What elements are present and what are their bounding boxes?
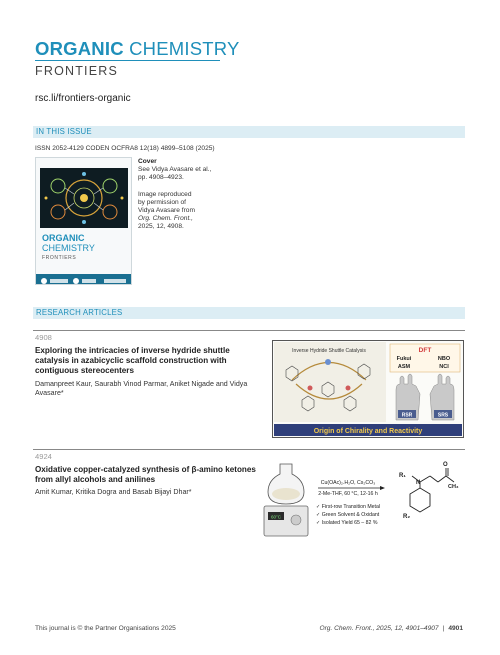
ga2-check-1: ✓ First-row Transition Metal bbox=[316, 504, 381, 510]
graphical-abstract-2[interactable] bbox=[262, 456, 462, 546]
ga1-label-srs: SRS bbox=[437, 412, 449, 419]
article-title[interactable]: Oxidative copper-catalyzed synthesis of β-amino ketones from allyl alcohols and anilines bbox=[35, 465, 256, 484]
cover-label: Cover bbox=[138, 158, 157, 165]
journal-title: ORGANIC CHEMISTRY bbox=[35, 38, 240, 59]
masthead-rule bbox=[35, 60, 220, 61]
cover-title-3: FRONTIERS bbox=[42, 255, 77, 261]
ga1-label-shuttle: Inverse Hydride Shuttle Catalysis bbox=[292, 348, 366, 354]
ga1-label-fukui: Fukui bbox=[396, 356, 412, 362]
cover-credit-4: Org. Chem. Front., bbox=[138, 215, 193, 223]
cover-credit-3: Vidya Avasare from bbox=[138, 207, 195, 215]
research-articles-bar bbox=[33, 307, 465, 319]
cover-footer-band bbox=[36, 274, 132, 285]
cover-title-1: ORGANIC bbox=[42, 233, 85, 243]
article-authors: Damanpreet Kaur, Saurabh Vinod Parmar, Aniket Nigade and Vidya Avasare* bbox=[35, 380, 248, 397]
graphical-abstract-1[interactable] bbox=[272, 340, 464, 438]
in-this-issue-heading: IN THIS ISSUE bbox=[36, 127, 92, 136]
footer-citation: Org. Chem. Front., 2025, 12, 4901–4907 | 4901 bbox=[319, 625, 463, 632]
article-divider bbox=[33, 449, 465, 450]
cover-artwork bbox=[40, 168, 128, 228]
research-articles-heading: RESEARCH ARTICLES bbox=[36, 308, 123, 317]
ga2-r1: R₁ bbox=[399, 473, 406, 479]
publisher-logos-icon bbox=[36, 275, 132, 285]
cover-description bbox=[138, 158, 248, 232]
cover-thumbnail[interactable] bbox=[35, 157, 132, 285]
ga2-check-3: ✓ Isolated Yield 65 – 82 % bbox=[316, 520, 378, 526]
ga2-conditions-1: Cu(OAc)₂.H₂O, Cs₂CO₃ bbox=[320, 480, 376, 486]
ga1-label-rsr: RSR bbox=[401, 412, 413, 419]
ga2-n: N bbox=[416, 480, 421, 486]
ga1-banner: Origin of Chirality and Reactivity bbox=[313, 428, 423, 435]
cover-see: See Vidya Avasare et al., bbox=[138, 166, 212, 174]
article-authors: Amit Kumar, Kritika Dogra and Basab Bijayi Dhar* bbox=[35, 488, 192, 496]
ga1-label-dft: DFT bbox=[418, 347, 432, 354]
ga2-display: 60°C bbox=[270, 514, 282, 520]
article-title[interactable]: Exploring the intricacies of inverse hydride shuttle catalysis in azabicyclic scaffold construction with contiguous stereocenters bbox=[35, 346, 230, 375]
cover-credit-2: by permission of bbox=[138, 198, 187, 206]
ga2-check-2: ✓ Green Solvent & Oxidant bbox=[316, 512, 380, 518]
article-divider bbox=[33, 330, 465, 331]
ga2-r2: R₂ bbox=[403, 514, 410, 520]
cover-credit-1: Image reproduced bbox=[138, 190, 192, 198]
ga2-ch3: CH₃ bbox=[448, 484, 459, 490]
ga1-label-asm: ASM bbox=[397, 364, 411, 370]
journal-subtitle: FRONTIERS bbox=[35, 64, 119, 78]
issn-line: ISSN 2052-4129 CODEN OCFRA8 12(18) 4899–5108 (2025) bbox=[35, 145, 215, 152]
article-page-number: 4924 bbox=[35, 452, 52, 461]
ga2-conditions-2: 2-Me-THF, 60 °C, 12-16 h bbox=[318, 491, 378, 497]
journal-url[interactable]: rsc.li/frontiers-organic bbox=[35, 93, 131, 104]
ga1-label-nbo: NBO bbox=[437, 356, 451, 362]
cover-title-2: CHEMISTRY bbox=[42, 243, 95, 253]
footer-copyright: This journal is © the Partner Organisations 2025 bbox=[35, 625, 176, 632]
ga1-label-nci: NCI bbox=[439, 364, 449, 370]
ga2-o: O bbox=[443, 462, 448, 468]
footer-page-number: 4901 bbox=[448, 625, 463, 632]
cover-credit-5: 2025, 12, 4908. bbox=[138, 223, 184, 231]
cover-pages[interactable]: pp. 4908–4923. bbox=[138, 174, 184, 182]
in-this-issue-bar bbox=[33, 126, 465, 138]
article-page-number: 4908 bbox=[35, 333, 52, 342]
